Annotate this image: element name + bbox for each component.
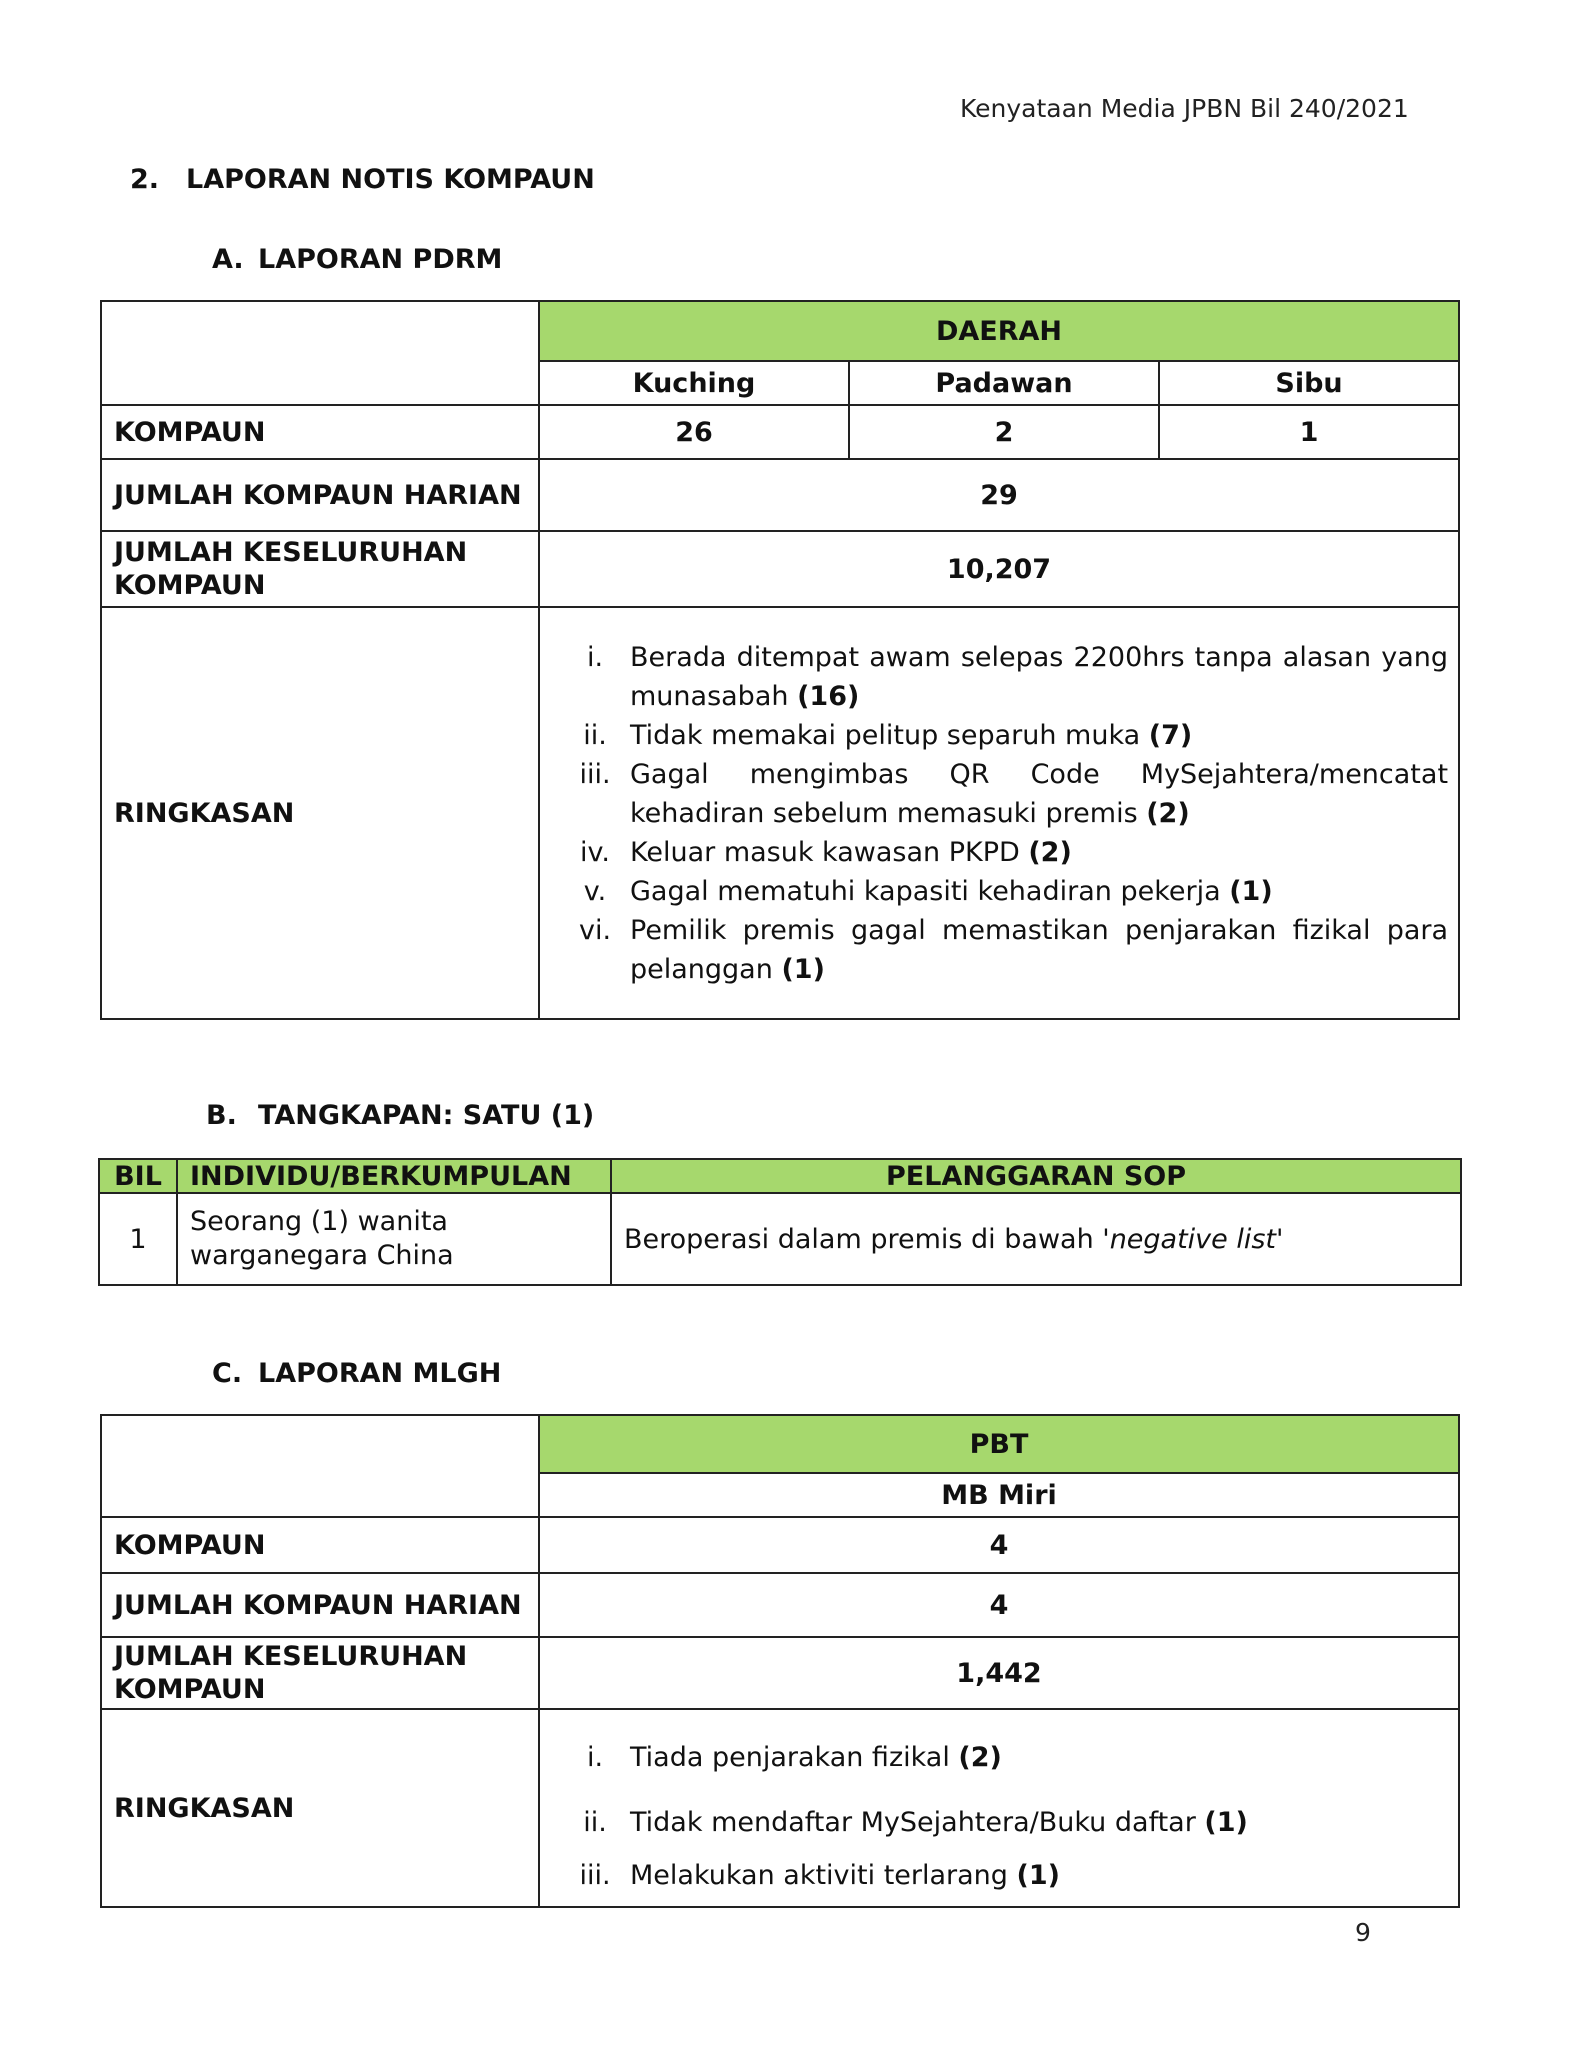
arrest-individu (177, 1193, 611, 1285)
pbt-header-mb-miri: MB Miri (539, 1473, 1459, 1517)
district-header-sibu: Sibu (1159, 361, 1459, 405)
arrest-pelanggaran-italic: 'negative list' (1102, 1223, 1284, 1255)
part-b-title: TANGKAPAN: SATU (1) (258, 1100, 595, 1131)
summary-item (560, 716, 1458, 755)
mlgh-corner-cell (101, 1415, 539, 1517)
section-heading (130, 164, 595, 195)
page-number: 9 (1355, 1918, 1371, 1947)
arrest-header-pelanggaran: PELANGGARAN SOP (611, 1159, 1461, 1193)
summary-item (560, 755, 1458, 833)
part-c-title: LAPORAN MLGH (258, 1358, 502, 1389)
arrest-bil: 1 (99, 1193, 177, 1285)
part-a-title: LAPORAN PDRM (258, 244, 503, 275)
table-row (99, 1193, 1461, 1285)
summary-item-text: Tiada penjarakan fizikal (630, 1742, 959, 1773)
summary-item-count: (1) (781, 954, 825, 985)
arrest-header-individu: INDIVIDU/BERKUMPULAN (177, 1159, 611, 1193)
daily-total-label: JUMLAH KOMPAUN HARIAN (101, 459, 539, 531)
pdrm-corner-cell (101, 301, 539, 405)
arrest-individu-line1: Seorang (1) wanita (190, 1206, 448, 1237)
part-b-letter: B. (206, 1100, 237, 1131)
summary-item-number: vi. (578, 915, 612, 946)
summary-item (560, 872, 1458, 911)
part-c-heading (212, 1358, 501, 1389)
kompaun-padawan: 2 (849, 405, 1159, 459)
part-c-letter: C. (212, 1358, 243, 1389)
summary-item (560, 1856, 1458, 1895)
summary-item-number: v. (583, 876, 607, 907)
mlgh-overall-total-label-line2: KOMPAUN (114, 1674, 266, 1705)
mlgh-daily-total-value: 4 (539, 1573, 1459, 1637)
overall-total-label-line2: KOMPAUN (114, 570, 266, 601)
mlgh-summary-label: RINGKASAN (101, 1709, 539, 1907)
pdrm-table (100, 300, 1460, 1020)
section-number: 2. (130, 164, 160, 195)
summary-item-text: Melakukan aktiviti terlarang (630, 1860, 1017, 1891)
summary-item-count: (2) (958, 1742, 1002, 1773)
summary-item-count: (16) (797, 681, 860, 712)
kompaun-sibu: 1 (1159, 405, 1459, 459)
summary-item-number: i. (586, 1742, 604, 1773)
part-a-letter: A. (212, 244, 244, 275)
summary-item-number: iii. (579, 1860, 611, 1891)
arrest-pelanggaran-text: Beroperasi dalam premis di bawah (624, 1223, 1103, 1255)
mlgh-table (100, 1414, 1460, 1908)
kompaun-label: KOMPAUN (101, 405, 539, 459)
mlgh-overall-total-value: 1,442 (539, 1637, 1459, 1709)
overall-total-label (101, 531, 539, 607)
summary-item (560, 1803, 1458, 1842)
section-title: LAPORAN NOTIS KOMPAUN (186, 164, 595, 195)
daily-total-value: 29 (539, 459, 1459, 531)
summary-item-count: (1) (1016, 1860, 1060, 1891)
summary-cell (539, 607, 1459, 1019)
mlgh-overall-total-label-line1: JUMLAH KESELURUHAN (114, 1641, 468, 1672)
summary-item-number: iv. (580, 837, 610, 868)
summary-list (560, 638, 1458, 989)
summary-item-count: (1) (1229, 876, 1273, 907)
summary-item-text: Gagal mengimbas QR Code MySejahtera/mencatat kehadiran sebelum memasuki premis (630, 759, 1449, 829)
summary-item-count: (2) (1146, 798, 1190, 829)
summary-item-count: (7) (1148, 720, 1193, 751)
mlgh-summary-list (560, 1738, 1458, 1895)
summary-item-number: ii. (583, 720, 607, 751)
summary-item-text: Tidak memakai pelitup separuh muka (630, 720, 1149, 751)
arrest-header-bil: BIL (99, 1159, 177, 1193)
summary-item-text: Pemilik premis gagal memastikan penjarakan fizikal para pelanggan (630, 915, 1449, 985)
summary-item (560, 833, 1458, 872)
summary-item-text: Keluar masuk kawasan PKPD (630, 837, 1029, 868)
summary-item-count: (1) (1204, 1807, 1248, 1838)
summary-item-number: ii. (583, 1807, 607, 1838)
district-header-kuching: Kuching (539, 361, 849, 405)
kompaun-kuching: 26 (539, 405, 849, 459)
mlgh-group-header: PBT (539, 1415, 1459, 1473)
mlgh-overall-total-label (101, 1637, 539, 1709)
part-b-heading (206, 1100, 594, 1131)
summary-label: RINGKASAN (101, 607, 539, 1019)
pdrm-group-header: DAERAH (539, 301, 1459, 361)
arrest-individu-line2: warganegara China (190, 1240, 454, 1271)
summary-item-number: iii. (579, 759, 611, 790)
summary-item (560, 1738, 1458, 1777)
mlgh-kompaun-label: KOMPAUN (101, 1517, 539, 1573)
summary-item-count: (2) (1028, 837, 1072, 868)
document-reference: Kenyataan Media JPBN Bil 240/2021 (960, 94, 1409, 123)
mlgh-summary-cell (539, 1709, 1459, 1907)
summary-item (560, 911, 1458, 989)
arrest-table (98, 1158, 1462, 1286)
overall-total-label-line1: JUMLAH KESELURUHAN (114, 537, 468, 568)
district-header-padawan: Padawan (849, 361, 1159, 405)
mlgh-kompaun-value: 4 (539, 1517, 1459, 1573)
summary-item-number: i. (586, 642, 604, 673)
summary-item-text: Tidak mendaftar MySejahtera/Buku daftar (630, 1807, 1205, 1838)
summary-item-text: Berada ditempat awam selepas 2200hrs tanpa alasan yang munasabah (630, 642, 1449, 712)
summary-item (560, 638, 1458, 716)
overall-total-value: 10,207 (539, 531, 1459, 607)
summary-item-text: Gagal mematuhi kapasiti kehadiran pekerja (630, 876, 1230, 907)
arrest-pelanggaran (611, 1193, 1461, 1285)
mlgh-daily-total-label: JUMLAH KOMPAUN HARIAN (101, 1573, 539, 1637)
part-a-heading (212, 244, 502, 275)
